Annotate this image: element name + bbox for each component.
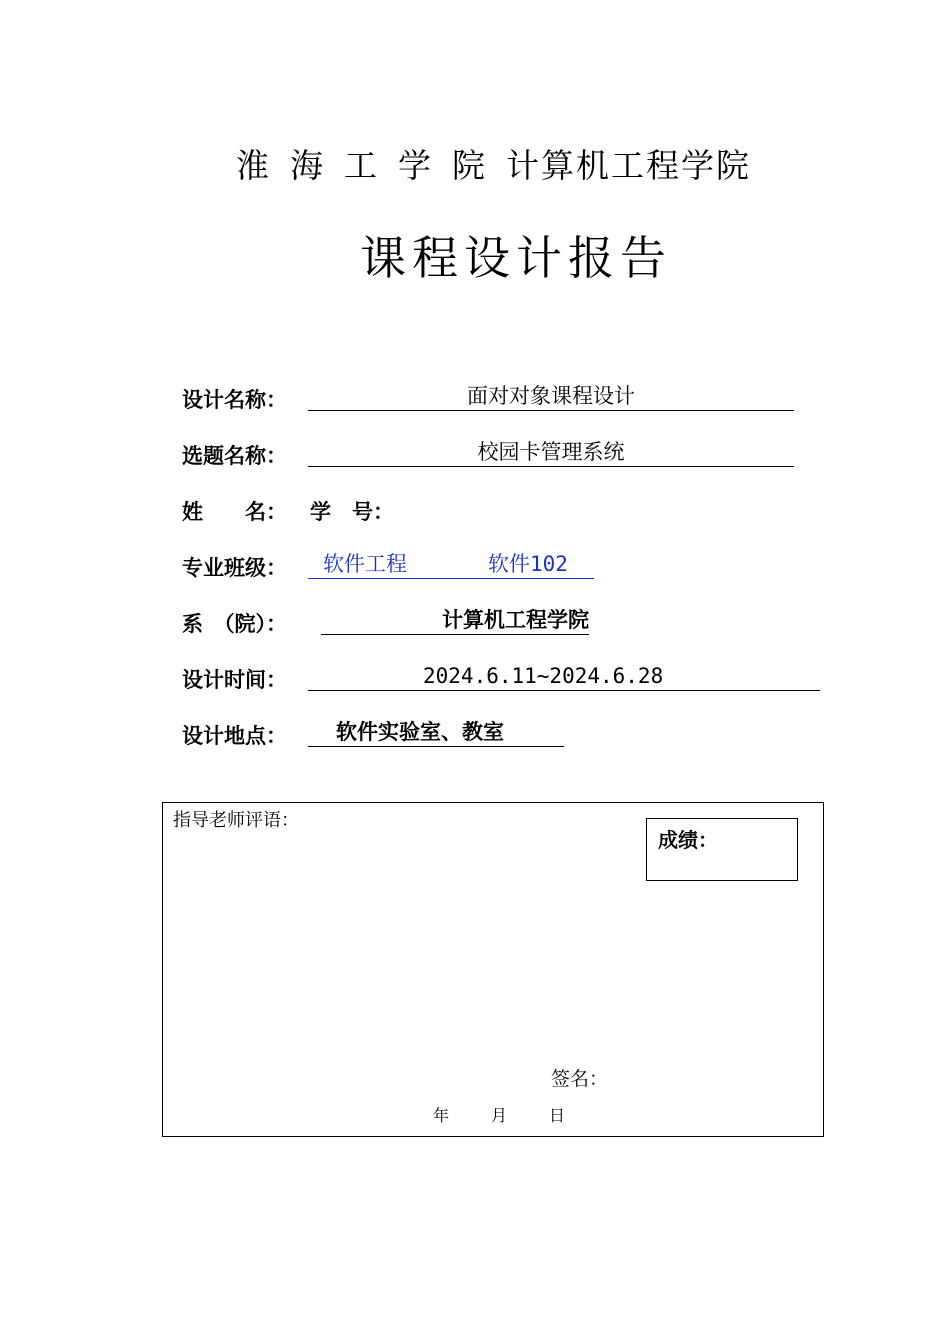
report-title: 课程设计报告 bbox=[360, 231, 672, 285]
design-location-text: 软件实验室、教室 bbox=[336, 720, 504, 744]
department-value: 计算机工程学院 bbox=[321, 606, 589, 635]
advisor-comment-label: 指导老师评语： bbox=[173, 810, 299, 831]
student-name-label: 姓 名： bbox=[182, 500, 287, 524]
design-name-label: 设计名称： bbox=[182, 388, 287, 412]
design-time-text: 2024.6.11~2024.6.28 bbox=[423, 664, 664, 688]
design-location-label: 设计地点： bbox=[182, 724, 287, 748]
year-label: 年 bbox=[433, 1106, 450, 1125]
major-class-label: 专业班级： bbox=[182, 556, 287, 580]
design-name-value: 面对对象课程设计 bbox=[308, 382, 794, 411]
signature-label: 签名： bbox=[551, 1068, 609, 1090]
topic-name-label: 选题名称： bbox=[182, 444, 287, 468]
day-label: 日 bbox=[549, 1106, 566, 1125]
school-name: 计算机工程学院 bbox=[506, 146, 751, 185]
grade-label: 成绩： bbox=[658, 828, 718, 852]
student-id-label: 学 号： bbox=[310, 500, 394, 524]
major-class-value bbox=[308, 550, 594, 579]
university-name: 淮海工学院 bbox=[236, 146, 506, 185]
month-label: 月 bbox=[491, 1106, 508, 1125]
design-time-label: 设计时间： bbox=[182, 668, 287, 692]
design-location-value bbox=[308, 718, 564, 747]
department-label: 系 （院）： bbox=[182, 612, 287, 636]
design-time-value bbox=[308, 662, 820, 691]
class-value: 软件102 bbox=[488, 552, 568, 576]
topic-name-value: 校园卡管理系统 bbox=[308, 438, 794, 467]
institution-heading bbox=[236, 140, 751, 187]
major-value: 软件工程 bbox=[323, 552, 407, 576]
